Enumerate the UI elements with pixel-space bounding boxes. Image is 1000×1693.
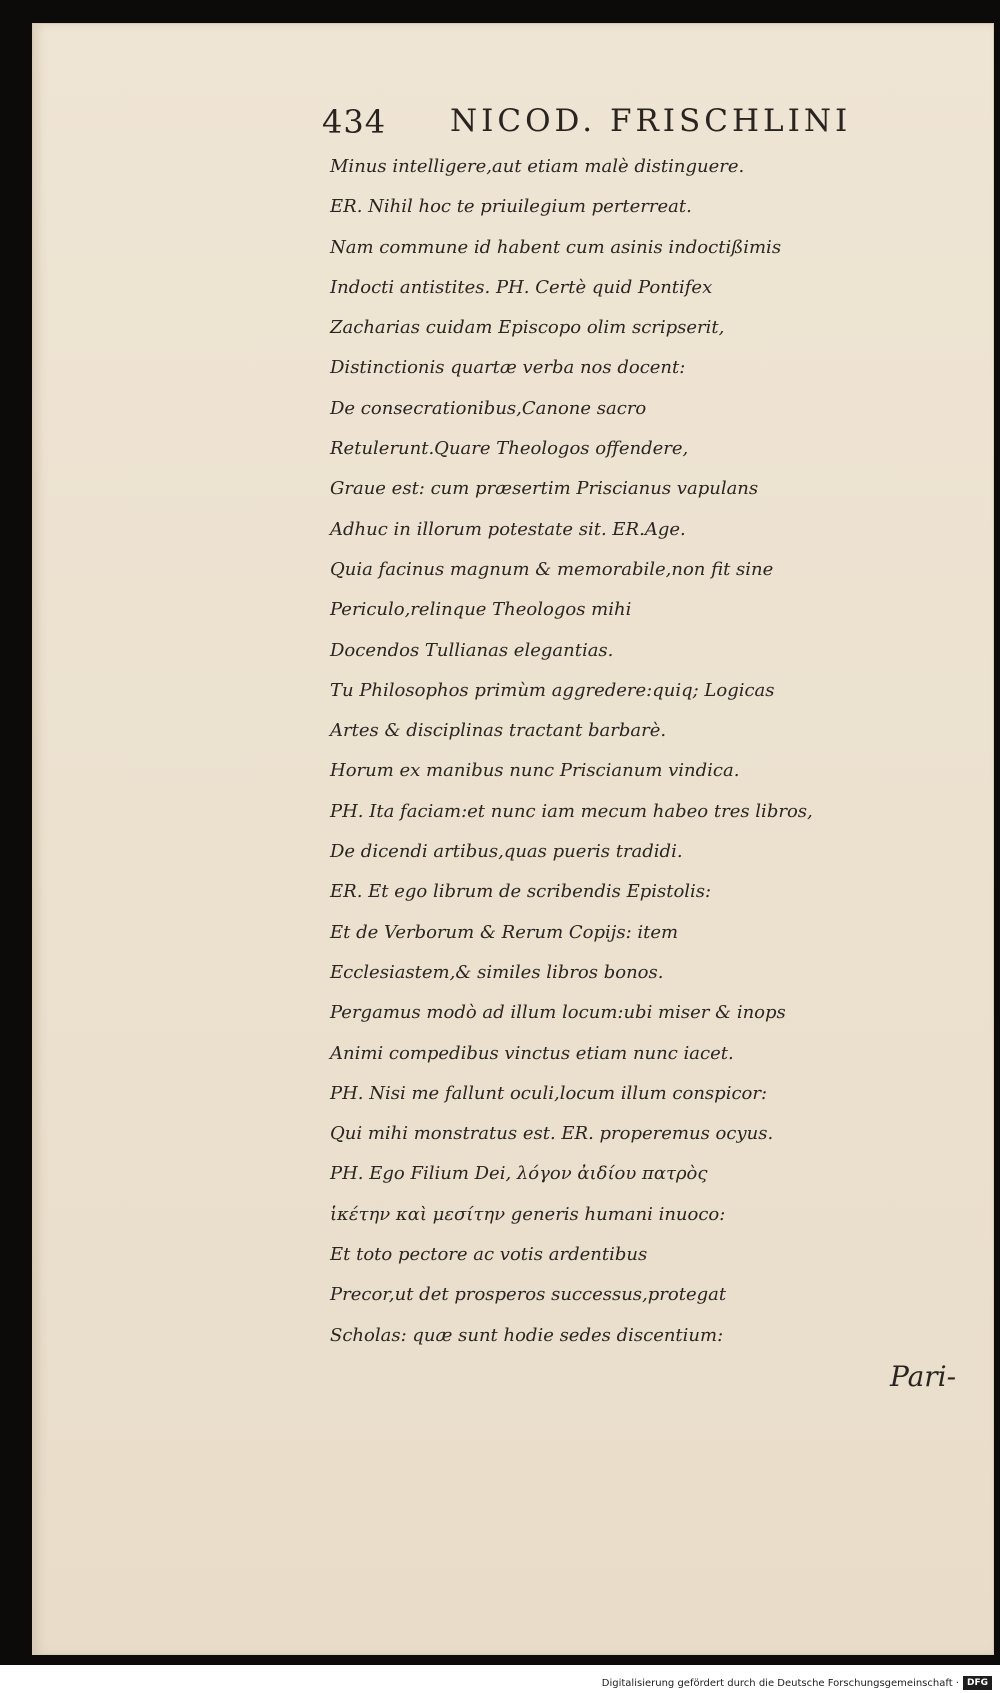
text-line: Retulerunt.Quare Theologos offendere, bbox=[330, 438, 689, 460]
text-line: PH. Nisi me fallunt oculi,locum illum conspicor: bbox=[330, 1082, 768, 1104]
text-line: Et toto pectore ac votis ardentibus bbox=[330, 1244, 648, 1266]
text-line: Graue est: cum præsertim Priscianus vapulans bbox=[330, 478, 759, 500]
text-line: ἱκέτην καὶ μεσίτην generis humani inuoco: bbox=[330, 1203, 726, 1225]
text-line: Distinctionis quartæ verba nos docent: bbox=[330, 357, 686, 379]
text-line: PH. Ita faciam:et nunc iam mecum habeo tres libros, bbox=[330, 800, 813, 822]
text-line: Horum ex manibus nunc Priscianum vindica. bbox=[330, 760, 740, 782]
text-line: De consecrationibus,Canone sacro bbox=[330, 397, 647, 419]
text-line: Animi compedibus vinctus etiam nunc iacet. bbox=[330, 1042, 734, 1064]
text-line: Quia facinus magnum & memorabile,non fit sine bbox=[330, 558, 774, 580]
text-line: Artes & disciplinas tractant barbarè. bbox=[330, 720, 667, 742]
text-line: Scholas: quæ sunt hodie sedes discentium: bbox=[330, 1324, 724, 1346]
running-head: NICOD. FRISCHLINI bbox=[450, 103, 852, 139]
text-line: Adhuc in illorum potestate sit. ER.Age. bbox=[330, 518, 686, 540]
text-line: Pergamus modò ad illum locum:ubi miser & inops bbox=[330, 1002, 786, 1024]
text-line: Zacharias cuidam Episcopo olim scripserit, bbox=[330, 317, 725, 339]
text-line: PH. Ego Filium Dei, λόγον ἀιδίου πατρὸς bbox=[330, 1163, 708, 1185]
text-line: Docendos Tullianas elegantias. bbox=[330, 639, 614, 661]
text-block bbox=[330, 147, 950, 1356]
catchword: Pari- bbox=[890, 1360, 957, 1393]
text-line: Indocti antistites. PH. Certè quid Pontifex bbox=[330, 276, 713, 298]
page-number: 434 bbox=[322, 103, 387, 141]
text-line: Periculo,relinque Theologos mihi bbox=[330, 599, 632, 621]
text-line: Nam commune id habent cum asinis indoctißimis bbox=[330, 236, 782, 258]
text-line: Et de Verborum & Rerum Copijs: item bbox=[330, 921, 679, 943]
text-line: Qui mihi monstratus est. ER. properemus ocyus. bbox=[330, 1123, 774, 1145]
text-line: Ecclesiastem,& similes libros bonos. bbox=[330, 961, 664, 983]
digitization-footer bbox=[602, 1676, 992, 1690]
text-line: ER. Et ego librum de scribendis Epistolis: bbox=[330, 881, 712, 903]
dfg-logo: DFG bbox=[963, 1676, 992, 1690]
text-line: Precor,ut det prosperos successus,protegat bbox=[330, 1284, 727, 1306]
funding-credit: Digitalisierung gefördert durch die Deutsche Forschungsgemeinschaft · bbox=[601, 1677, 959, 1689]
text-line: Minus intelligere,aut etiam malè distinguere. bbox=[330, 156, 745, 177]
page-header bbox=[322, 95, 882, 145]
text-line: De dicendi artibus,quas pueris tradidi. bbox=[330, 841, 683, 863]
text-line: ER. Nihil hoc te priuilegium perterreat. bbox=[330, 196, 692, 218]
text-line: Tu Philosophos primùm aggredere:quiq; Logicas bbox=[330, 679, 775, 701]
